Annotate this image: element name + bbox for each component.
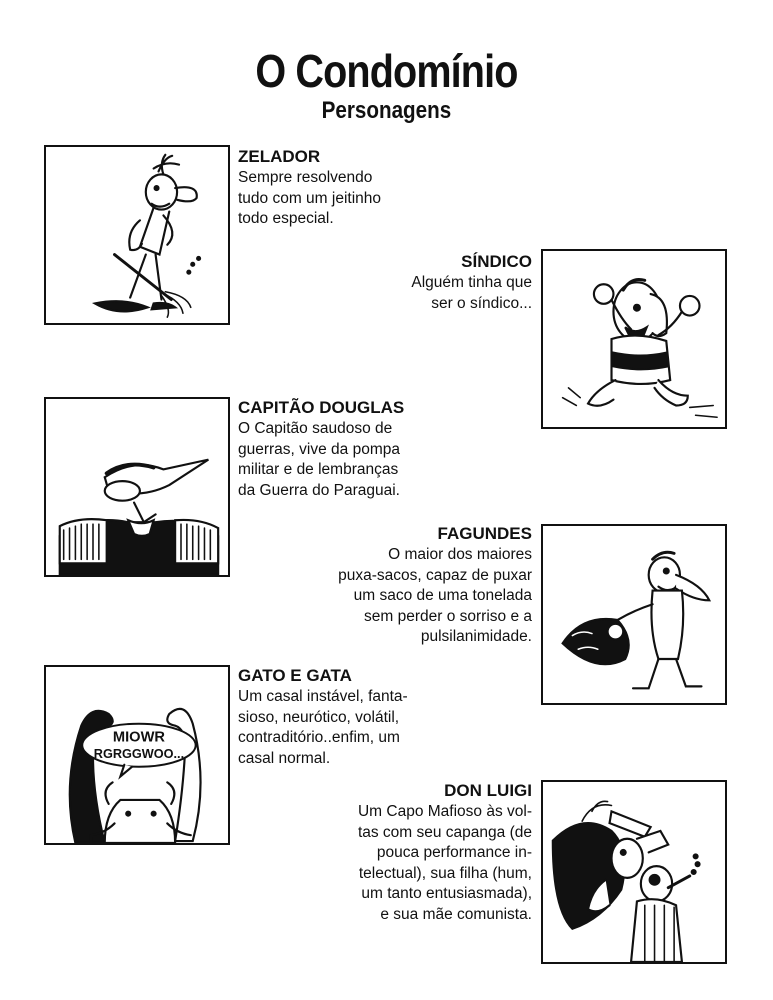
sycophant-illustration-panel: [541, 524, 727, 705]
character-description-line: Um casal instável, fanta-: [238, 688, 408, 705]
janitor-illustration-panel: [44, 145, 230, 325]
character-description-line: ser o síndico...: [431, 294, 532, 312]
janitor-with-broom-icon: [46, 147, 228, 323]
character-name: CAPITÃO DOUGLAS: [238, 398, 405, 417]
character-description-line: contraditório..enfim, um: [238, 729, 400, 746]
character-description-line: um saco de uma tonelada: [353, 587, 532, 604]
character-name: DON LUIGI: [444, 781, 532, 800]
character-description-line: um tanto entusiasmada),: [361, 885, 532, 902]
character-description-line: tudo com um jeitinho: [238, 189, 382, 207]
character-name: ZELADOR: [238, 147, 321, 166]
character-name: GATO E GATA: [238, 666, 352, 685]
character-description-line: Um Capo Mafioso às vol-: [357, 803, 532, 820]
page-title: O Condomínio: [255, 45, 518, 97]
character-gato-e-gata: [238, 665, 478, 769]
manager-illustration-panel: [541, 249, 727, 429]
character-description-line: O Capitão saudoso de: [238, 420, 393, 437]
character-description-line: pulsilanimidade.: [420, 628, 532, 645]
character-description-line: tas com seu capanga (de: [357, 823, 532, 841]
character-description-line: sem perder o sorriso e a: [364, 607, 532, 625]
sycophant-pulling-sack-icon: [543, 526, 725, 703]
speech-line: MIOWR: [112, 729, 166, 746]
cat-couple-icon: [46, 667, 228, 843]
cats-illustration-panel: [44, 665, 230, 845]
mafia-boss-icon: [543, 782, 725, 962]
character-description-line: O maior dos maiores: [388, 546, 532, 563]
captain-illustration-panel: [44, 397, 230, 577]
character-description-line: da Guerra do Paraguai.: [238, 481, 400, 499]
military-captain-icon: [46, 399, 228, 575]
character-description-line: sioso, neurótico, volátil,: [238, 708, 400, 726]
character-description-line: militar e de lembranças: [238, 461, 399, 478]
character-don-luigi: [290, 780, 532, 925]
character-name: SÍNDICO: [461, 252, 532, 271]
angry-manager-icon: [543, 251, 725, 427]
character-description-line: pouca performance in-: [376, 844, 532, 861]
speech-line: RGRGGWOO...: [93, 745, 185, 761]
character-zelador: [238, 146, 458, 230]
character-description-line: puxa-sacos, capaz de puxar: [338, 566, 532, 584]
character-capitao-douglas: [238, 397, 478, 501]
character-name: FAGUNDES: [437, 524, 532, 543]
character-description-line: e sua mãe comunista.: [380, 905, 532, 923]
character-sindico: [300, 251, 532, 314]
mafia-illustration-panel: [541, 780, 727, 964]
character-description-line: todo especial.: [238, 210, 334, 227]
character-fagundes: [262, 523, 532, 648]
character-description-line: guerras, vive da pompa: [238, 440, 400, 458]
page-subtitle: Personagens: [321, 97, 452, 124]
character-description-line: Sempre resolvendo: [238, 169, 373, 186]
character-description-line: telectual), sua filha (hum,: [358, 864, 532, 882]
character-description-line: Alguém tinha que: [411, 274, 532, 291]
character-description-line: casal normal.: [238, 749, 331, 767]
